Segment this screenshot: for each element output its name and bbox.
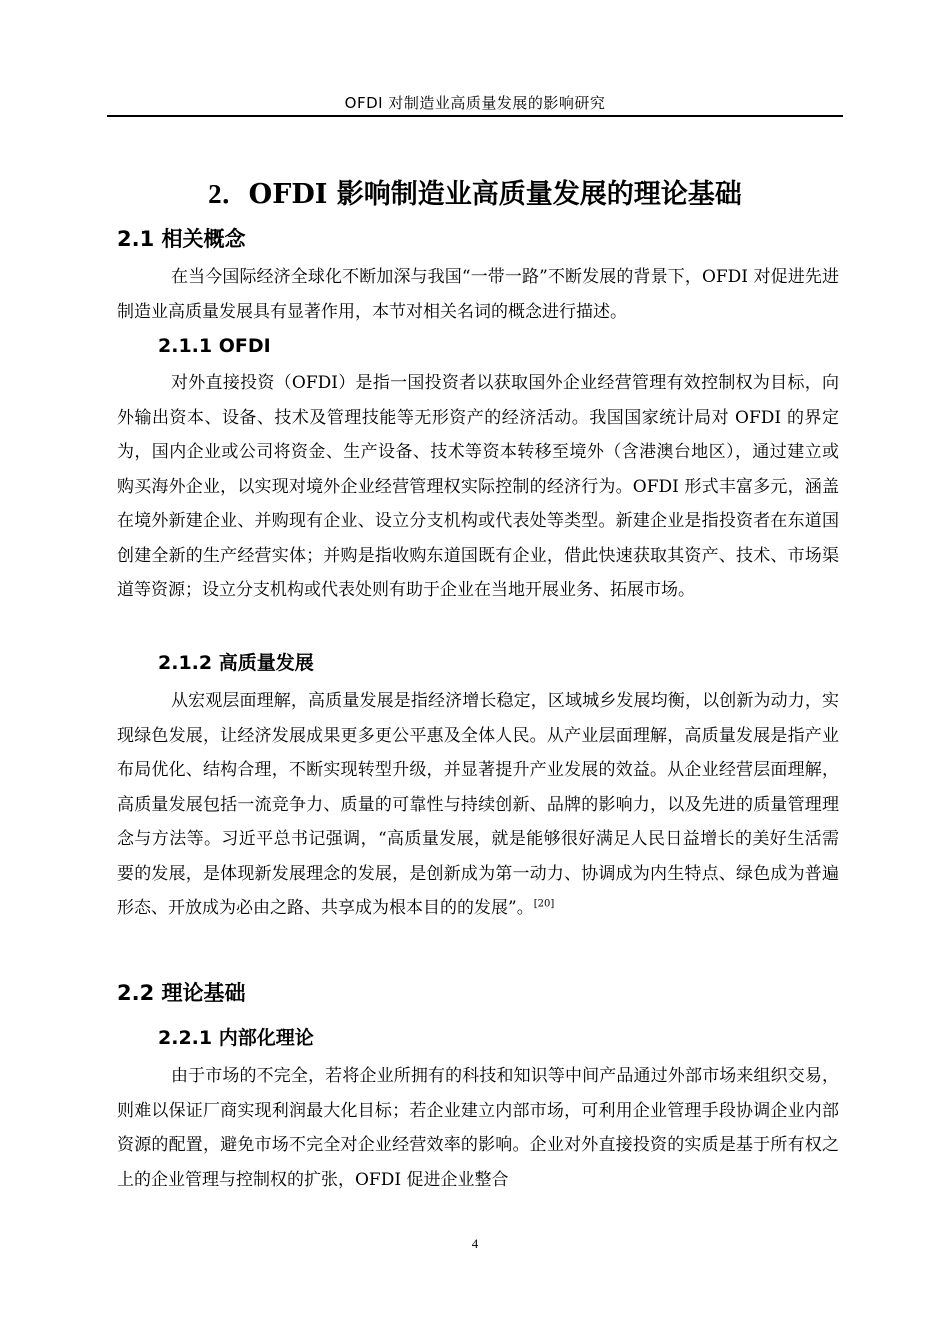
high-quality-development-text: 从宏观层面理解，高质量发展是指经济增长稳定，区域城乡发展均衡，以创新为动力，实现绿色发展，让经济发展成果更多更公平惠及全体人民。从产业层面理解，高质量发展是指产业布局优化、结构合理，不断实现转型升级，并显著提升产业发展的效益。从企业经营层面理解，高质量发展包括一流竞争力、质量的可靠性与持续创新、品牌的影响力，以及先进的质量管理理念与方法等。习近平总书记强调，“高质量发展，就是能够很好满足人民日益增长的美好生活需要的发展，是体现新发展理念的发展，是创新成为第一动力、协调成为内生特点、绿色成为普遍形态、开放成为必由之路、共享成为根本目的的发展”。 — [117, 691, 839, 918]
section-heading-2-1: 2.1 相关概念 — [117, 227, 246, 251]
citation-marker: [20] — [533, 898, 555, 910]
running-header: OFDI 对制造业高质量发展的影响研究 — [344, 94, 606, 112]
subsection-heading-2-1-1: 2.1.1 OFDI — [158, 335, 271, 357]
high-quality-development-paragraph — [117, 684, 839, 926]
subsection-heading-2-1-2: 2.1.2 高质量发展 — [158, 652, 314, 674]
chapter-title-text: OFDI 影响制造业高质量发展的理论基础 — [248, 179, 742, 210]
chapter-title — [107, 172, 843, 217]
chapter-number: 2． — [208, 179, 249, 209]
section-heading-2-2: 2.2 理论基础 — [117, 981, 246, 1005]
subsection-heading-2-2-1: 2.2.1 内部化理论 — [158, 1027, 314, 1049]
ofdi-definition-paragraph: 对外直接投资（OFDI）是指一国投资者以获取国外企业经营管理有效控制权为目标，向外输出资本、设备、技术及管理技能等无形资产的经济活动。我国国家统计局对 OFDI 的界定为，国内企业或公司将资金、生产设备、技术等资本转移至境外（含港澳台地区），通过建立或购买海外企业，以实现对境外企业经营管理权实际控制的经济行为。OFDI 形式丰富多元，涵盖在境外新建企业、并购现有企业、设立分支机构或代表处等类型。新建企业是指投资者在东道国创建全新的生产经营实体；并购是指收购东道国既有企业，借此快速获取其资产、技术、市场渠道等资源；设立分支机构或代表处则有助于企业在当地开展业务、拓展市场。 — [117, 373, 839, 600]
page-number: 4 — [471, 1236, 479, 1251]
header-rule — [107, 115, 843, 117]
internalization-theory-paragraph: 由于市场的不完全，若将企业所拥有的科技和知识等中间产品通过外部市场来组织交易，则难以保证厂商实现利润最大化目标；若企业建立内部市场，可利用企业管理手段协调企业内部资源的配置，避免市场不完全对企业经营效率的影响。企业对外直接投资的实质是基于所有权之上的企业管理与控制权的扩张，OFDI 促进企业整合 — [117, 1066, 839, 1190]
section-intro-paragraph: 在当今国际经济全球化不断加深与我国“一带一路”不断发展的背景下，OFDI 对促进先进制造业高质量发展具有显著作用，本节对相关名词的概念进行描述。 — [117, 267, 839, 322]
